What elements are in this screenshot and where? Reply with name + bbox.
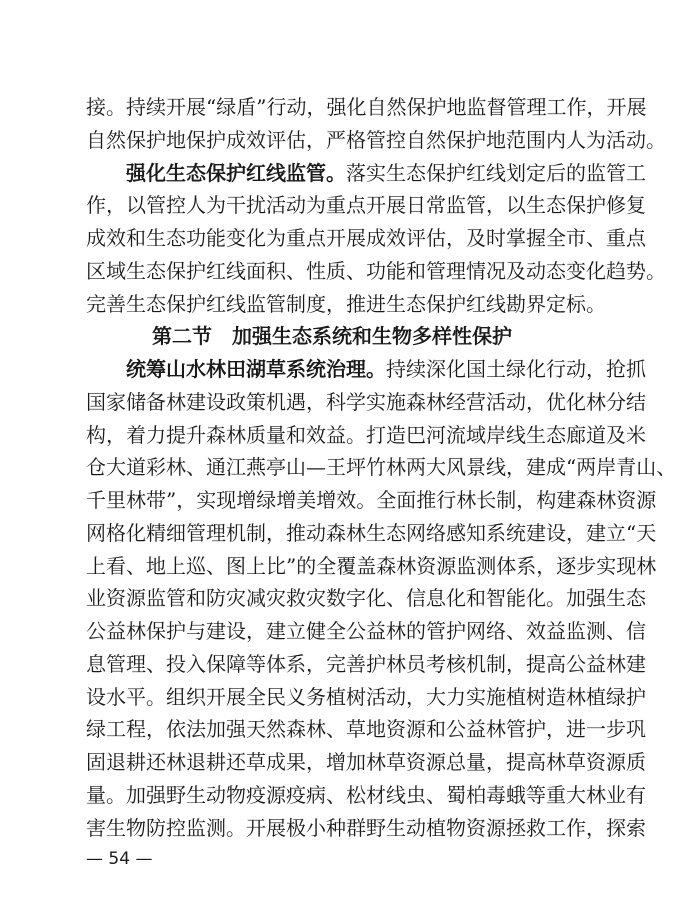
- p3-line-7: 上看、地上巡、图上比”的全覆盖森林资源监测体系，逐步实现林: [86, 554, 657, 578]
- p1-line-2: 自然保护地保护成效评估，严格管控自然保护地范围内人为活动。: [86, 128, 666, 152]
- section-heading: 第二节 加强生态系统和生物多样性保护: [152, 324, 512, 348]
- p2-line-1: [126, 158, 646, 188]
- p3-line-11: 设水平。组织开展全民义务植树活动，大力实施植树造林植绿护: [86, 685, 646, 709]
- p3-line-9: 公益林保护与建设，建立健全公益林的管护网络、效益监测、信: [86, 619, 646, 643]
- p2-first-rest: 落实生态保护红线划定后的监管工: [346, 161, 646, 185]
- p3-line-3: 构，着力提升森林质量和效益。打造巴河流域岸线生态廊道及米: [86, 423, 646, 447]
- p3-line-12: 绿工程，依法加强天然森林、草地资源和公益林管护，进一步巩: [86, 717, 646, 741]
- p3-line-2: 国家储备林建设政策机遇，科学实施森林经营活动，优化林分结: [86, 390, 646, 414]
- p3-line-5: 千里林带”，实现增绿增美增效。全面推行林长制，构建森林资源: [86, 488, 657, 512]
- p3-first-rest: 持续深化国土绿化行动，抢抓: [386, 357, 646, 381]
- p3-line-8: 业资源监管和防灾减灾救灾数字化、信息化和智能化。加强生态: [86, 586, 646, 610]
- p3-line-15: 害生物防控监测。开展极小种群野生动植物资源拯救工作，探索: [86, 816, 646, 840]
- p3-line-14: 量。加强野生动物疫源疫病、松材线虫、蜀柏毒蛾等重大林业有: [86, 783, 646, 807]
- p2-lead: 强化生态保护红线监管。: [126, 161, 346, 185]
- p2-line-4: 区域生态保护红线面积、性质、功能和管理情况及动态变化趋势。: [86, 259, 666, 283]
- p2-line-3: 成效和生态功能变化为重点开展成效评估，及时掌握全市、重点: [86, 226, 646, 250]
- p3-line-4: 仓大道彩林、通江燕亭山—王坪竹林两大风景线，建成“两岸青山、: [86, 455, 676, 479]
- p2-line-5: 完善生态保护红线监管制度，推进生态保护红线勘界定标。: [86, 292, 606, 316]
- p3-lead: 统筹山水林田湖草系统治理。: [126, 357, 386, 381]
- p3-line-6: 网格化精细管理机制，推动森林生态网络感知系统建设，建立“天: [86, 521, 657, 545]
- p3-line-13: 固退耕还林退耕还草成果，增加林草资源总量，提高林草资源质: [86, 750, 646, 774]
- p3-line-10: 息管理、投入保障等体系，完善护林员考核机制，提高公益林建: [86, 652, 646, 676]
- p2-line-2: 作，以管控人为干扰活动为重点开展日常监管，以生态保护修复: [86, 193, 646, 217]
- p1-line-1: 接。持续开展“绿盾”行动，强化自然保护地监督管理工作，开展: [86, 95, 647, 119]
- p3-line-1: [126, 354, 646, 384]
- page-number: — 54 —: [86, 849, 153, 869]
